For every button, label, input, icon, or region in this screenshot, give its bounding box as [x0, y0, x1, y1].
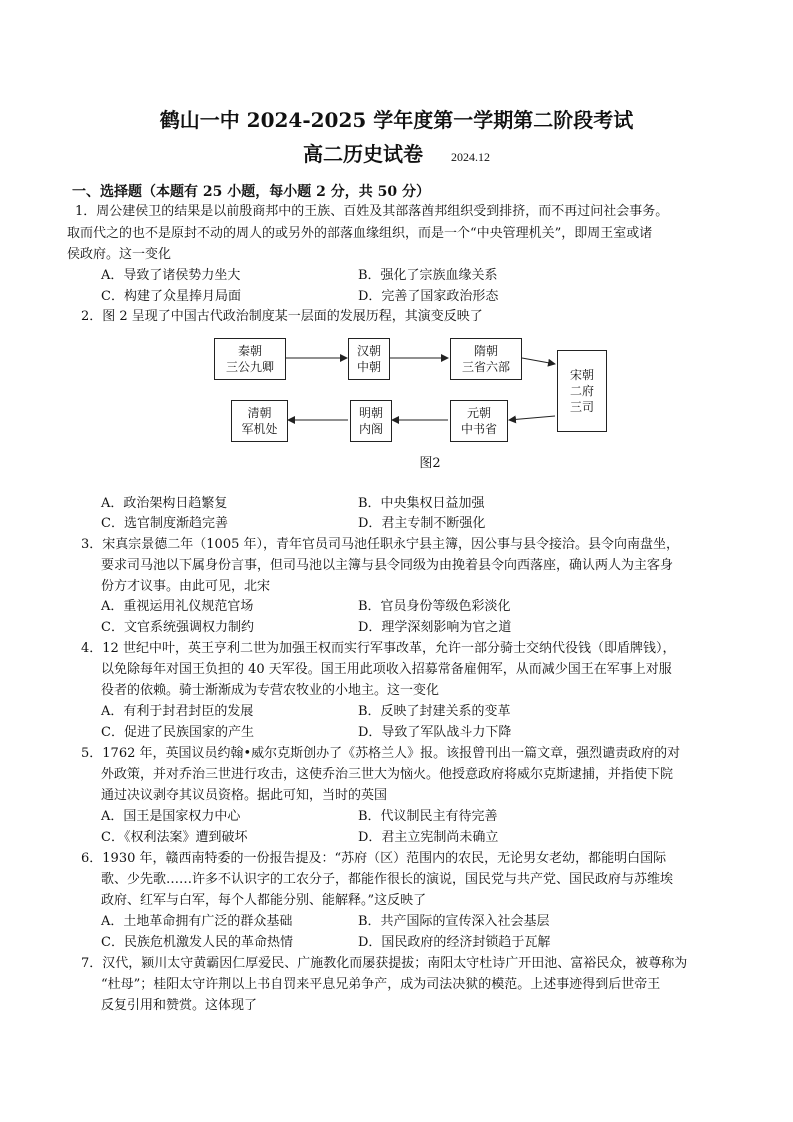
exam-subtitle-row [0, 138, 793, 167]
q1-option-b: B．强化了宗族血缘关系 [358, 268, 498, 283]
q6-option-a: A．土地革命拥有广泛的群众基础 [101, 914, 293, 929]
box-yuan [450, 400, 508, 442]
q4-option-a: A．有利于封君封臣的发展 [101, 704, 254, 719]
q4-line-3: 役者的依赖。骑士渐渐成为专营农牧业的小地主。这一变化 [101, 683, 440, 698]
q6-option-d: D．国民政府的经济封锁趋于瓦解 [358, 935, 551, 950]
box-qing-dynasty: 清朝 [247, 406, 272, 420]
q6-line-1: 6．1930 年，赣西南特委的一份报告提及：“苏府（区）范围内的农民，无论男女老幼，都能明白国际 [81, 851, 667, 866]
q7-line-1: 7．汉代，颍川太守黄霸因仁厚爱民、广施教化而屡获提拔；南阳太守杜诗广开田池、富裕民众，被尊称为 [81, 956, 688, 971]
box-qin [214, 338, 286, 380]
q6-option-b: B．共产国际的宣传深入社会基层 [358, 914, 550, 929]
q1-line-3: 侯政府。这一变化 [67, 247, 172, 262]
box-yuan-system: 中书省 [460, 422, 497, 436]
box-ming-dynasty: 明朝 [358, 406, 383, 420]
arrow-sui-song [522, 358, 555, 364]
q3-line-2: 要求司马池以下属身份言事，但司马池以主簿与县令同级为由挽着县令向西落座，确认两人为主客身 [101, 558, 674, 573]
q6-option-c: C．民族危机激发人民的革命热情 [101, 935, 293, 950]
exam-subtitle: 高二历史试卷 [303, 142, 423, 166]
exam-title: 鹤山一中 2024-2025 学年度第一学期第二阶段考试 [159, 108, 634, 132]
box-qin-system: 三公九卿 [225, 360, 274, 374]
box-song-system-2: 三司 [569, 400, 594, 414]
box-song-dynasty: 宋朝 [569, 368, 594, 382]
q5-line-3: 通过决议剥夺其议员资格。据此可知，当时的英国 [101, 788, 388, 803]
box-han-dynasty: 汉朝 [356, 344, 381, 358]
box-song [557, 350, 607, 432]
figure-caption: 图2 [419, 456, 441, 471]
q1-option-c: C．构建了众星捧月局面 [101, 289, 241, 304]
q2-option-b: B．中央集权日益加强 [358, 496, 485, 511]
q1-line-1: 1．周公建侯卫的结果是以前殷商邦中的王族、百姓及其部落酋邦组织受到排挤，而不再过问社会事务。 [75, 204, 669, 219]
box-sui-dynasty: 隋朝 [473, 344, 498, 358]
q2-option-a: A．政治架构日趋繁复 [101, 496, 228, 511]
box-yuan-dynasty: 元朝 [466, 406, 491, 420]
q2-option-c: C．选官制度渐趋完善 [101, 516, 228, 531]
arrow-song-yuan [509, 416, 555, 420]
box-song-system-1: 二府 [569, 384, 594, 398]
q3-option-c: C．文官系统强调权力制约 [101, 620, 254, 635]
box-han-system: 中朝 [356, 360, 381, 374]
q4-option-d: D．导致了军队战斗力下降 [358, 725, 512, 740]
q1-option-d: D．完善了国家政治形态 [358, 289, 499, 304]
q3-option-b: B．官员身份等级色彩淡化 [358, 599, 511, 614]
q1-option-a: A．导致了诸侯势力坐大 [101, 268, 241, 283]
q6-line-2: 歌、少先歌……许多不认识字的工农分子，都能作很长的演说，国民党与共产党、国民政府与苏维埃 [101, 872, 674, 887]
q5-option-d: D．君主立宪制尚未确立 [358, 830, 499, 845]
box-qin-dynasty: 秦朝 [237, 344, 262, 358]
box-sui-system: 三省六部 [461, 360, 510, 374]
box-ming [350, 400, 392, 442]
q7-line-2: “杜母”；桂阳太守许荆以上书自罚来平息兄弟争产，成为司法决狱的模范。上述事迹得到后世帝王 [101, 977, 661, 992]
q5-option-b: B．代议制民主有待完善 [358, 809, 498, 824]
q4-option-b: B．反映了封建关系的变革 [358, 704, 511, 719]
exam-date: 2024.12 [451, 150, 490, 164]
box-ming-system: 内阁 [358, 422, 383, 436]
box-qing [231, 400, 288, 442]
box-han [348, 338, 390, 380]
box-sui [450, 338, 522, 380]
q4-option-c: C．促进了民族国家的产生 [101, 725, 254, 740]
q5-option-a: A．国王是国家权力中心 [101, 809, 241, 824]
section-heading: 一、选择题（本题有 25 小题，每小题 2 分，共 50 分） [72, 184, 430, 200]
q5-line-2: 外政策，并对乔治三世进行攻击，这使乔治三世大为恼火。他授意政府将威尔克斯逮捕，并指使下院 [101, 767, 674, 782]
q3-option-d: D．理学深刻影响为官之道 [358, 620, 512, 635]
q4-line-2: 以免除每年对国王负担的 40 天军役。国王用此项收入招募常备雇佣军，从而减少国王在军事上对服 [101, 662, 672, 677]
q7-line-3: 反复引用和赞赏。这体现了 [101, 998, 258, 1013]
q3-option-a: A．重视运用礼仪规范官场 [101, 599, 254, 614]
q5-line-1: 5．1762 年，英国议员约翰•威尔克斯创办了《苏格兰人》报。该报曾刊出一篇文章，强烈谴责政府的对 [81, 746, 681, 761]
q1-line-2: 取而代之的也不是原封不动的周人的或另外的部落血缘组织，而是一个“中央管理机关”，即周王室或诸 [67, 226, 653, 241]
figure-2-diagram [205, 334, 615, 442]
q5-option-c: C．《权利法案》遭到破坏 [101, 830, 248, 845]
q3-line-1: 3．宋真宗景德二年（1005 年），青年官员司马池任职永宁县主簿，因公事与县令接洽。县令向南盘坐， [81, 537, 679, 552]
q6-line-3: 政府、红军与白军，每个人都能分别、能解释。”这反映了 [101, 893, 427, 908]
q2-line-1: 2．图 2 呈现了中国古代政治制度某一层面的发展历程，其演变反映了 [81, 309, 483, 324]
q2-option-d: D．君主专制不断强化 [358, 516, 486, 531]
q4-line-1: 4．12 世纪中叶，英王亨利二世为加强王权而实行军事改革，允许一部分骑士交纳代役钱（即盾牌钱）， [81, 641, 676, 656]
q3-line-3: 份方才议事。由此可见，北宋 [101, 579, 271, 594]
box-qing-system: 军机处 [241, 422, 278, 436]
